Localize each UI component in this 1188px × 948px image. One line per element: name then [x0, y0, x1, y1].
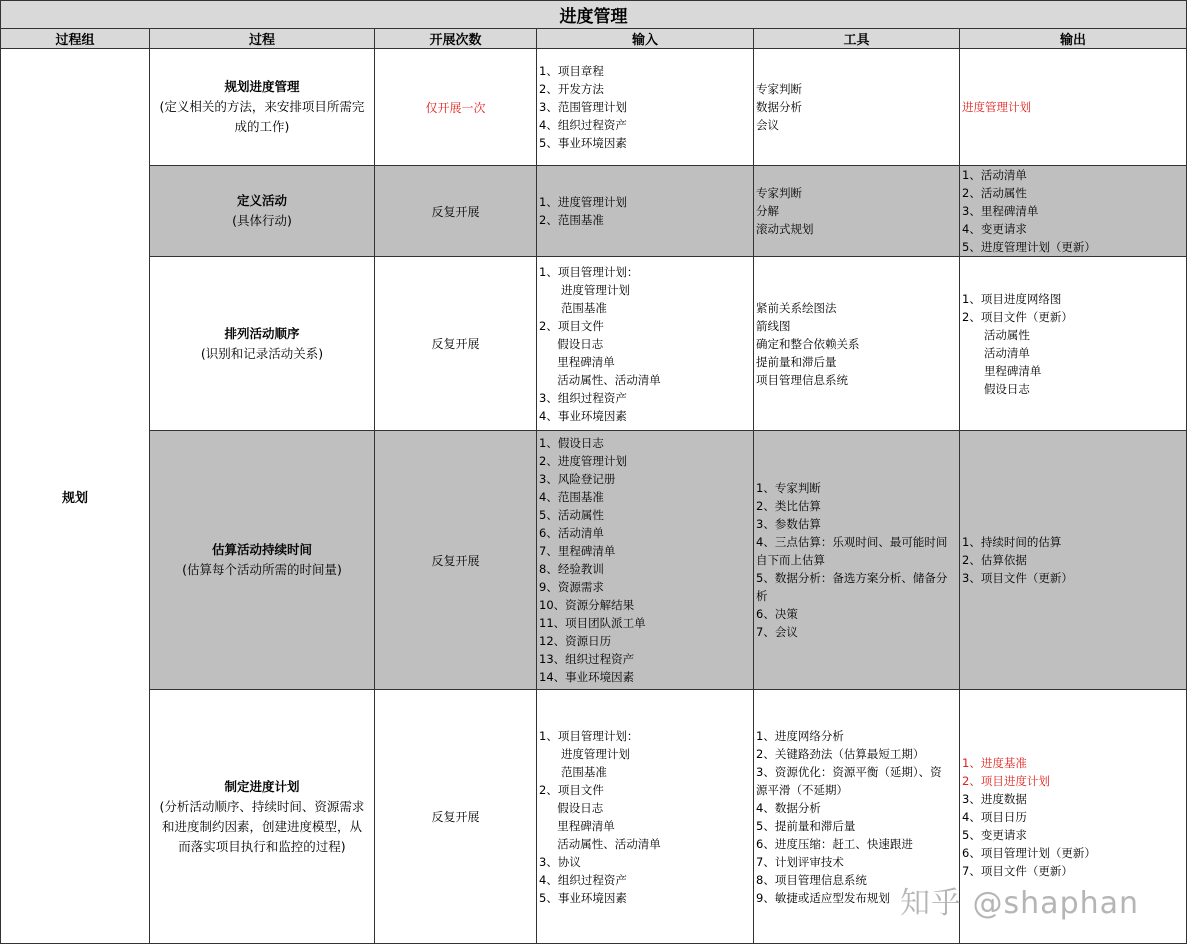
- list-item: 10、资源分解结果: [539, 598, 635, 612]
- list-item: 2、估算依据: [962, 553, 1027, 567]
- list-item: 1、持续时间的估算: [962, 535, 1062, 549]
- list-item: 2、活动属性: [962, 186, 1027, 200]
- header-process-group: 过程组: [1, 29, 150, 49]
- list-item: 里程碑清单: [962, 363, 1042, 378]
- table-row: [1, 49, 1187, 166]
- list-item: 1、专家判断: [756, 481, 821, 495]
- outputs-cell: [960, 166, 1187, 257]
- list-item: 3、组织过程资产: [539, 390, 627, 405]
- list-item: 里程碑清单: [539, 818, 615, 833]
- process-name: 定义活动: [236, 193, 287, 208]
- list-item: 3、里程碑清单: [962, 204, 1039, 218]
- table-row: [1, 166, 1187, 257]
- list-item: 会议: [756, 118, 779, 132]
- tools-cell: [754, 166, 960, 257]
- process-description: (分析活动顺序、持续时间、资源需求和进度制约因素，创建进度模型，从而落实项目执行和监控的过程): [159, 798, 365, 854]
- header-inputs: 输入: [537, 29, 754, 49]
- times-cell: 反复开展: [375, 690, 537, 944]
- tools-cell: [754, 431, 960, 690]
- header-tools: 工具: [754, 29, 960, 49]
- list-item: 9、资源需求: [539, 580, 604, 594]
- list-item: 1、进度基准: [962, 755, 1027, 770]
- list-item: 析: [756, 589, 768, 603]
- list-item: 2、项目文件: [539, 782, 604, 797]
- process-name: 估算活动持续时间: [211, 542, 312, 557]
- list-item: 5、进度管理计划（更新）: [962, 240, 1096, 254]
- list-item: 7、里程碑清单: [539, 544, 616, 558]
- times-cell: 反复开展: [375, 166, 537, 257]
- list-item: 4、组织过程资产: [539, 872, 627, 887]
- list-item: 专家判断: [756, 82, 802, 96]
- list-item: 源平滑（不延期）: [756, 782, 848, 797]
- outputs-cell: [960, 257, 1187, 431]
- process-name: 规划进度管理: [224, 79, 300, 94]
- list-item: 13、组织过程资产: [539, 652, 635, 666]
- list-item: 2、项目进度计划: [962, 773, 1050, 788]
- list-item: 5、活动属性: [539, 508, 604, 522]
- list-item: 3、进度数据: [962, 791, 1027, 806]
- header-outputs: 输出: [960, 29, 1187, 49]
- process-name: 排列活动顺序: [224, 325, 300, 341]
- list-item: 假设日志: [962, 381, 1030, 396]
- list-item: 8、经验教训: [539, 562, 604, 576]
- tools-cell: [754, 49, 960, 166]
- list-item: 1、活动清单: [962, 168, 1027, 182]
- list-item: 范围基准: [539, 300, 607, 315]
- list-item: 3、项目文件（更新）: [962, 571, 1073, 585]
- inputs-cell: [537, 431, 754, 690]
- list-item: 活动属性、活动清单: [539, 836, 661, 851]
- list-item: 14、事业环境因素: [539, 670, 635, 684]
- list-item: 1、进度网络分析: [756, 728, 844, 743]
- process-cell: [150, 431, 375, 690]
- header-process: 过程: [150, 29, 375, 49]
- process-description: (定义相关的方法，来安排项目所需完成的工作): [159, 99, 365, 134]
- list-item: 5、事业环境因素: [539, 136, 627, 150]
- list-item: 2、范围基准: [539, 213, 604, 227]
- list-item: 5、变更请求: [962, 827, 1027, 842]
- process-name: 制定进度计划: [224, 778, 300, 794]
- list-item: 5、事业环境因素: [539, 890, 627, 905]
- list-item: 活动属性: [962, 327, 1030, 342]
- list-item: 假设日志: [539, 336, 604, 351]
- list-item: 4、组织过程资产: [539, 118, 627, 132]
- inputs-cell: [537, 257, 754, 431]
- list-item: 4、变更请求: [962, 222, 1027, 236]
- list-item: 3、风险登记册: [539, 472, 616, 486]
- process-cell: [150, 166, 375, 257]
- list-item: 3、参数估算: [756, 517, 821, 531]
- process-cell: [150, 690, 375, 944]
- list-item: 2、项目文件（更新）: [962, 309, 1073, 324]
- list-item: 里程碑清单: [539, 354, 615, 369]
- list-item: 2、进度管理计划: [539, 454, 627, 468]
- list-item: 范围基准: [539, 764, 607, 779]
- process-description: (估算每个活动所需的时间量): [182, 562, 342, 577]
- table-row: [1, 257, 1187, 431]
- list-item: 4、范围基准: [539, 490, 604, 504]
- list-item: 1、项目管理计划：: [539, 728, 639, 743]
- list-item: 7、项目文件（更新）: [962, 863, 1073, 878]
- list-item: 4、事业环境因素: [539, 408, 627, 423]
- process-description: (识别和记录活动关系): [200, 345, 324, 361]
- inputs-cell: [537, 49, 754, 166]
- outputs-cell: [960, 431, 1187, 690]
- outputs-cell: [960, 49, 1187, 166]
- tools-cell: [754, 257, 960, 431]
- times-cell: 反复开展: [375, 257, 537, 431]
- list-item: 6、决策: [756, 607, 798, 621]
- table-title: 进度管理: [1, 1, 1187, 29]
- table-row: [1, 431, 1187, 690]
- list-item: 5、提前量和滞后量: [756, 818, 856, 833]
- process-cell: [150, 49, 375, 166]
- list-item: 数据分析: [756, 100, 802, 114]
- list-item: 假设日志: [539, 800, 604, 815]
- list-item: 4、数据分析: [756, 800, 821, 815]
- list-item: 活动清单: [962, 345, 1030, 360]
- list-item: 9、敏捷或适应型发布规划: [756, 890, 890, 905]
- list-item: 活动属性、活动清单: [539, 372, 661, 387]
- list-item: 专家判断: [756, 186, 802, 200]
- list-item: 1、项目章程: [539, 64, 604, 78]
- list-item: 自下而上估算: [756, 553, 825, 567]
- times-cell: 仅开展一次: [375, 49, 537, 166]
- times-cell: 反复开展: [375, 431, 537, 690]
- list-item: 6、进度压缩：赶工、快速跟进: [756, 836, 913, 851]
- list-item: 8、项目管理信息系统: [756, 872, 867, 887]
- header-times: 开展次数: [375, 29, 537, 49]
- list-item: 进度管理计划: [962, 100, 1031, 114]
- inputs-cell: [537, 690, 754, 944]
- inputs-cell: [537, 166, 754, 257]
- list-item: 7、会议: [756, 625, 798, 639]
- list-item: 6、活动清单: [539, 526, 604, 540]
- list-item: 项目管理信息系统: [756, 372, 848, 387]
- list-item: 7、计划评审技术: [756, 854, 844, 869]
- list-item: 分解: [756, 204, 779, 218]
- list-item: 滚动式规划: [756, 222, 814, 236]
- watermark: 知乎 @shaphan: [900, 886, 1140, 921]
- list-item: 5、数据分析：备选方案分析、储备分: [756, 571, 948, 585]
- list-item: 12、资源日历: [539, 634, 612, 648]
- list-item: 2、关键路劲法（估算最短工期）: [756, 746, 925, 761]
- process-group-cell: 规划: [1, 49, 150, 944]
- list-item: 1、进度管理计划: [539, 195, 627, 209]
- list-item: 3、资源优化：资源平衡（延期）、资: [756, 764, 942, 779]
- list-item: 提前量和滞后量: [756, 354, 837, 369]
- list-item: 箭线图: [756, 318, 791, 333]
- process-description: (具体行动): [232, 213, 292, 228]
- list-item: 1、假设日志: [539, 436, 604, 450]
- list-item: 3、协议: [539, 854, 581, 869]
- list-item: 2、开发方法: [539, 82, 604, 96]
- list-item: 进度管理计划: [539, 746, 630, 761]
- list-item: 进度管理计划: [539, 282, 630, 297]
- list-item: 1、项目进度网络图: [962, 291, 1062, 306]
- list-item: 紧前关系绘图法: [756, 300, 837, 315]
- process-cell: [150, 257, 375, 431]
- list-item: 6、项目管理计划（更新）: [962, 845, 1096, 860]
- list-item: 11、项目团队派工单: [539, 616, 646, 630]
- list-item: 2、类比估算: [756, 499, 821, 513]
- list-item: 3、范围管理计划: [539, 100, 627, 114]
- list-item: 4、项目日历: [962, 809, 1027, 824]
- list-item: 确定和整合依赖关系: [756, 336, 860, 351]
- list-item: 1、项目管理计划：: [539, 264, 639, 279]
- list-item: 4、三点估算：乐观时间、最可能时间: [756, 535, 948, 549]
- list-item: 2、项目文件: [539, 318, 604, 333]
